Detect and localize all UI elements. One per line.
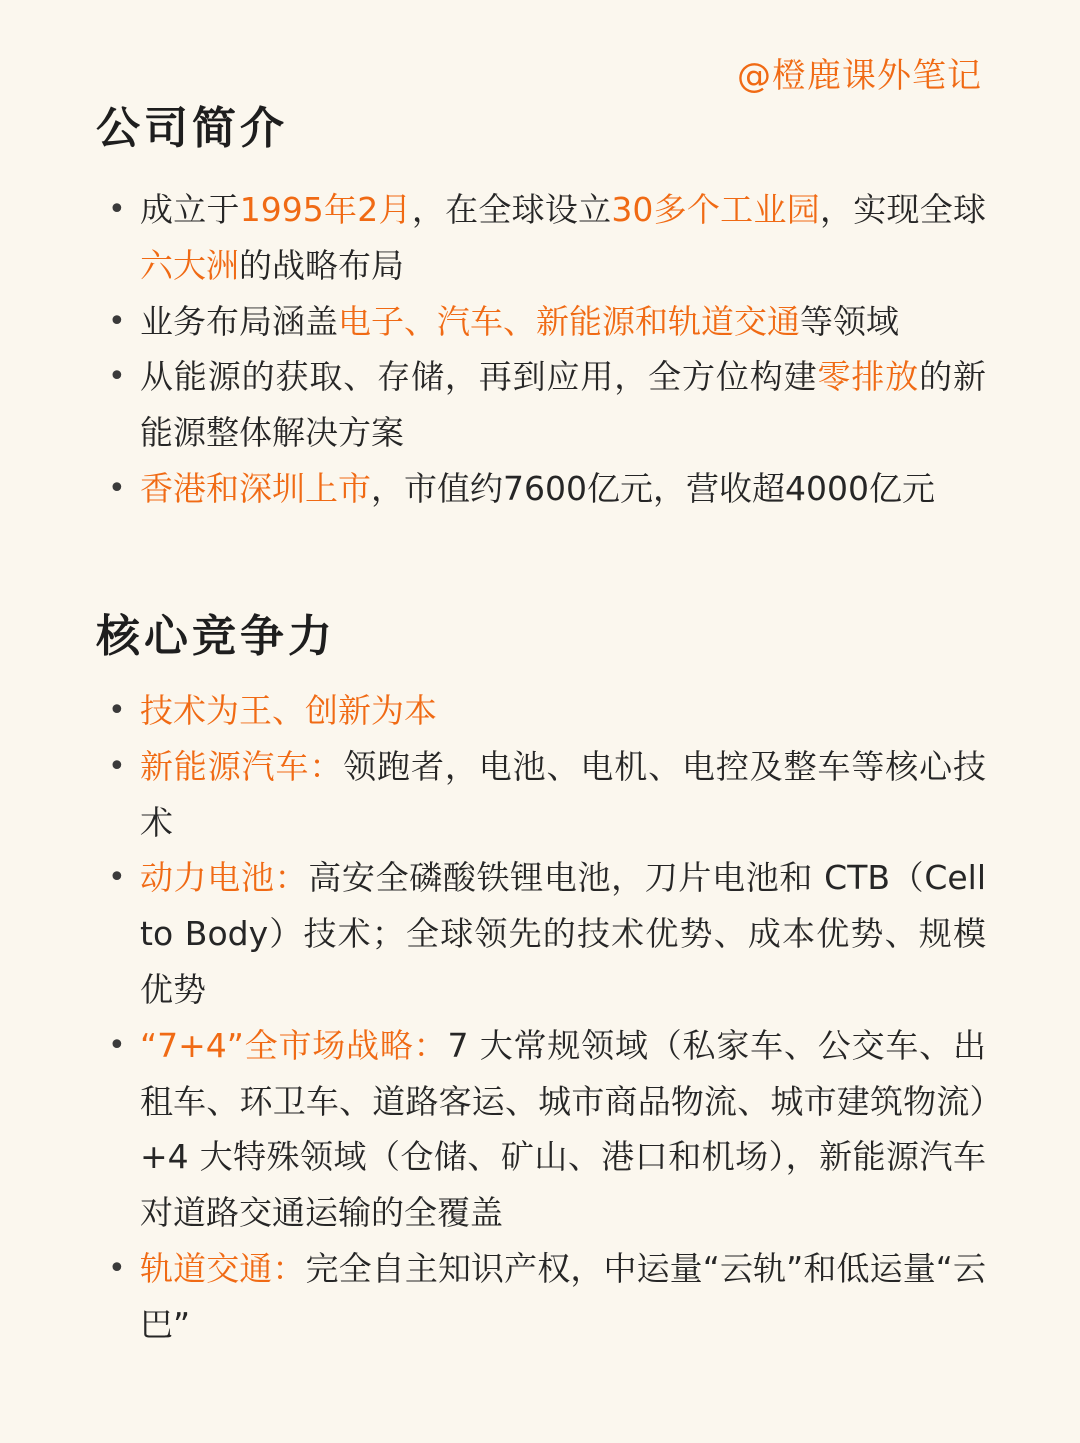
body-text: 业务布局涵盖: [140, 301, 338, 341]
list-item: [108, 739, 986, 851]
list-item: [108, 349, 986, 461]
highlight-text: 动力电池：: [140, 858, 309, 898]
body-text: 从能源的获取、存储，再到应用，全方位构建: [140, 357, 818, 397]
highlight-text: 零排放: [817, 357, 920, 397]
section-title-company-intro: 公司简介: [96, 103, 288, 154]
company-intro-list: [108, 182, 986, 517]
body-text: ，市值约7600亿元，营收超4000亿元: [371, 468, 935, 508]
list-item: [108, 1241, 986, 1353]
list-item: [108, 294, 986, 350]
list-item: [108, 1018, 986, 1241]
body-text: ，在全球设立: [411, 190, 612, 229]
highlight-text: 电子、汽车、新能源和轨道交通: [338, 301, 800, 341]
highlight-text: 香港和深圳上市: [140, 468, 371, 508]
highlight-text: 技术为王、创新为本: [140, 691, 437, 730]
body-text: 7 大常规领域（私家车、公交车、出租车、环卫车、道路客运、城市商品物流、城市建筑物流）+4 大特殊领域（仓储、矿山、港口和机场），新能源汽车对道路交通运输的全覆盖: [140, 1025, 986, 1233]
body-text: 的战略布局: [239, 245, 404, 285]
body-text: 成立于: [140, 190, 240, 229]
highlight-text: 轨道交通：: [140, 1248, 306, 1288]
highlight-text: “7+4”全市场战略：: [140, 1025, 448, 1065]
section-title-core-competence: 核心竞争力: [96, 611, 336, 662]
author-watermark: @橙鹿课外笔记: [737, 56, 982, 96]
body-text: 领跑者，电池、电机、电控及整车等核心技术: [140, 746, 986, 842]
body-text: 高安全磷酸铁锂电池，刀片电池和 CTB（Cell to Body）技术；全球领先的技术优势、成本优势、规模优势: [140, 858, 987, 1009]
list-item: [108, 683, 986, 739]
list-item: [108, 461, 986, 517]
body-text: 的新能源整体解决方案: [140, 357, 986, 453]
core-competence-list: [108, 683, 986, 1353]
highlight-text: 六大洲: [140, 245, 239, 285]
list-item: [108, 850, 986, 1017]
highlight-text: 1995年2月: [239, 190, 412, 229]
list-item: [108, 182, 986, 294]
highlight-text: 30多个工业园: [611, 190, 820, 229]
body-text: 等领域: [800, 301, 899, 341]
body-text: ，实现全球: [819, 190, 987, 229]
highlight-text: 新能源汽车：: [140, 746, 344, 786]
body-text: 完全自主知识产权，中运量“云轨”和低运量“云巴”: [140, 1248, 987, 1344]
